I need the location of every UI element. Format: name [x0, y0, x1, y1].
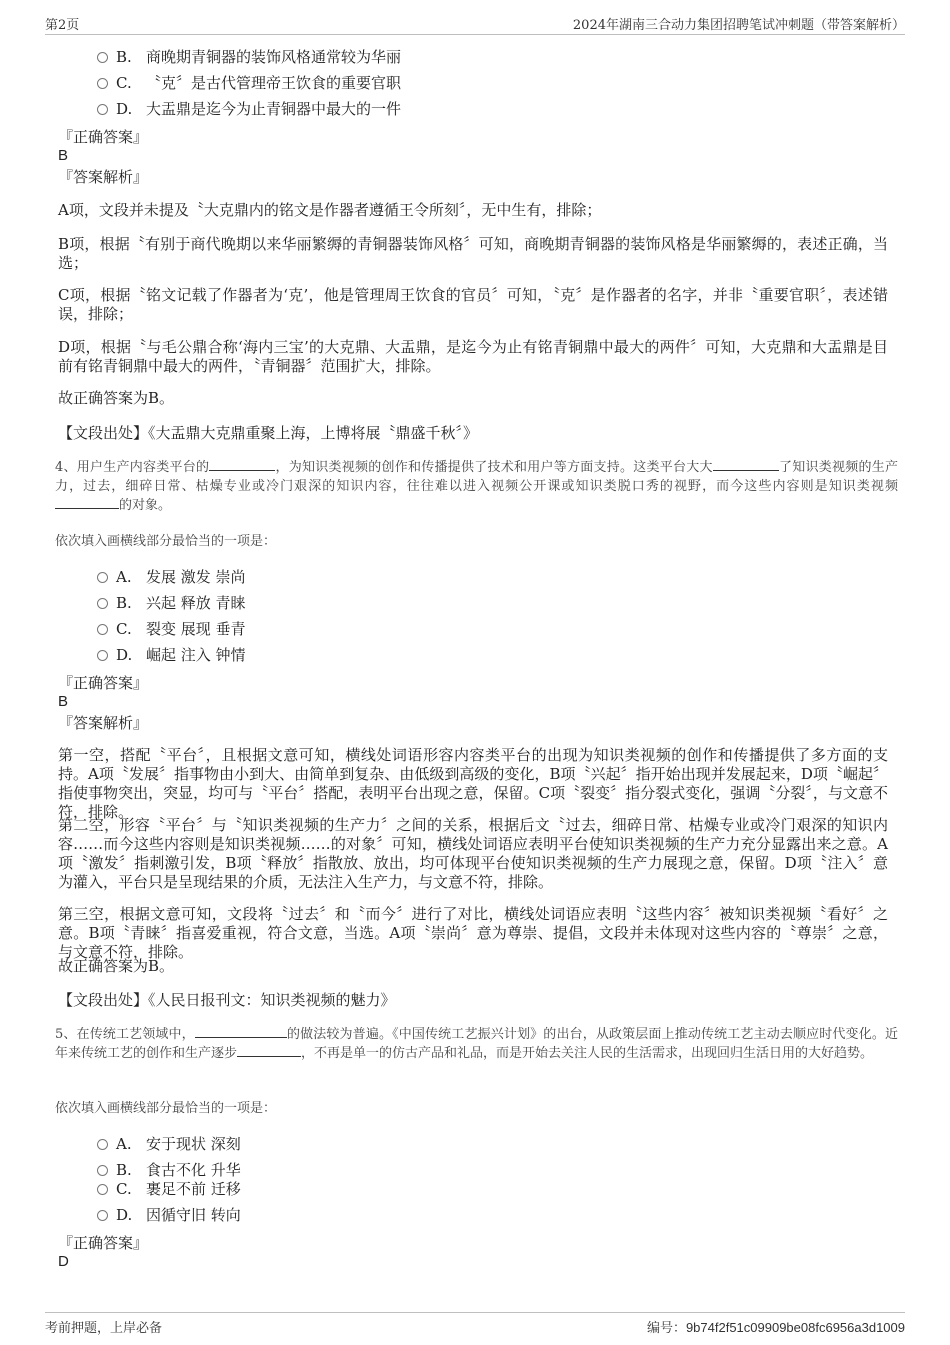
q4-analysis-blank1: 第一空，搭配〝平台〞，且根据文意可知，横线处词语形容内容类平台的出现为知识类视频的创作和传播提供了多方面的支持。A项〝发展〞指事物由小到大、由简单到复杂、由低级到高级的变化，B项〝兴起〞指开始出现并发展起来，D项〝崛起〞指使事物突出，突显，均可与〝平台〞搭配，表明平台出现之意，保留。C项〝裂变〞指分裂式变化，强调〝分裂〞，与文意不符，排除。 [58, 746, 888, 821]
q5-prompt: 依次填入画横线部分最恰当的一项是： [55, 1101, 277, 1116]
blank-line [237, 1044, 301, 1057]
q3-answer-label: 『正确答案』 [58, 128, 149, 146]
q3-answer: B [58, 147, 69, 164]
q4-conclusion: 故正确答案为B。 [58, 957, 175, 975]
q3-analysis-c: C项，根据〝铭文记载了作器者为‘克’，他是管理周王饮食的官员〞可知，〝克〞是作器者的名字，并非〝重要官职〞，表述错误，排除； [58, 286, 888, 323]
document-title: 2024年湖南三合动力集团招聘笔试冲刺题（带答案解析） [572, 18, 905, 33]
q4-option-c[interactable]: C. 裂变 展现 垂青 [97, 619, 246, 639]
q4-analysis-blank3: 第三空，根据文意可知，文段将〝过去〞和〝而今〞进行了对比，横线处词语应表明〝这些内容〞被知识类视频〝看好〞之意。B项〝青睐〞指喜爱重视，符合文意，当选。A项〝崇尚〞意为尊崇、提倡，文段并未体现对这些内容的〝尊崇〞之意，与文意不符，排除。 [58, 905, 888, 961]
q3-analysis-a: A项，文段并未提及〝大克鼎内的铭文是作器者遵循王令所刻〞，无中生有，排除； [58, 201, 602, 219]
q5-option-d[interactable]: D. 因循守旧 转向 [97, 1205, 241, 1225]
blank-line [209, 458, 275, 471]
page-header [45, 14, 905, 35]
radio-icon[interactable] [97, 78, 108, 89]
q3-analysis-d: D项，根据〝与毛公鼎合称‘海内三宝’的大克鼎、大盂鼎，是迄今为止有铭青铜鼎中最大的两件〞可知，大克鼎和大盂鼎是目前有铭青铜鼎中最大的两件，〝青铜器〞范围扩大，排除。 [58, 338, 888, 375]
radio-icon[interactable] [97, 1210, 108, 1221]
q3-analysis-b: B项，根据〝有别于商代晚期以来华丽繁缛的青铜器装饰风格〞可知，商晚期青铜器的装饰风格是华丽繁缛的，表述正确，当选； [58, 235, 888, 272]
q3-source: 【文段出处】《大盂鼎大克鼎重聚上海，上博将展〝鼎盛千秋〞》 [58, 424, 479, 442]
q4-option-b[interactable]: B. 兴起 释放 青睐 [97, 593, 246, 613]
radio-icon[interactable] [97, 104, 108, 115]
radio-icon[interactable] [97, 1139, 108, 1150]
q5-option-b[interactable]: B. 食古不化 升华 [97, 1160, 241, 1180]
radio-icon[interactable] [97, 52, 108, 63]
page-footer [45, 1312, 905, 1337]
radio-icon[interactable] [97, 624, 108, 635]
q4-stem: 4、用户生产内容类平台的 ，为知识类视频的创作和传播提供了技术和用户等方面支持。这类平台大大 了知识类视频的生产力，过去，细碎日常、枯燥专业或冷门艰深的知识内容，往往难以进入视频公开课或知识类脱口秀的视野，而今这些内容则是知识类视频的对象。 [55, 460, 898, 513]
radio-icon[interactable] [97, 598, 108, 609]
q4-prompt: 依次填入画横线部分最恰当的一项是： [55, 534, 277, 549]
radio-icon[interactable] [97, 650, 108, 661]
q5-option-a[interactable]: A. 安于现状 深刻 [97, 1134, 241, 1154]
q3-option-c[interactable]: C. 〝克〞是古代管理帝王饮食的重要官职 [97, 73, 401, 93]
q3-conclusion: 故正确答案为B。 [58, 389, 175, 407]
q5-answer-label: 『正确答案』 [58, 1234, 149, 1252]
q4-answer: B [58, 693, 69, 710]
blank-line [55, 496, 119, 509]
q4-analysis-label: 『答案解析』 [58, 714, 149, 732]
blank-line [713, 458, 779, 471]
blank-line [195, 1025, 287, 1038]
q4-option-a[interactable]: A. 发展 激发 崇尚 [97, 567, 246, 587]
q3-analysis-label: 『答案解析』 [58, 168, 149, 186]
radio-icon[interactable] [97, 572, 108, 583]
footer-slogan: 考前押题，上岸必备 [45, 1321, 163, 1336]
page-number: 第2页 [45, 18, 80, 33]
q5-option-c[interactable]: C. 裹足不前 迁移 [97, 1179, 241, 1199]
document-code: 编号：9b74f2f51c09909be08fc6956a3d1009 [646, 1320, 905, 1336]
q4-answer-label: 『正确答案』 [58, 674, 149, 692]
q5-answer: D [58, 1253, 69, 1270]
q4-source: 【文段出处】《人民日报刊文：知识类视频的魅力》 [58, 991, 396, 1009]
q4-option-d[interactable]: D. 崛起 注入 钟情 [97, 645, 246, 665]
radio-icon[interactable] [97, 1184, 108, 1195]
q3-option-d[interactable]: D. 大盂鼎是迄今为止青铜器中最大的一件 [97, 99, 401, 119]
q5-stem: 5、在传统工艺领域中， 的做法较为普遍。《中国传统工艺振兴计划》的出台，从政策层面上推动传统工艺主动去顺应时代变化。近年来传统工艺的创作和生产逐步 ，不再是单一的仿古产品和礼品，而是开始去关注人民的生活需求，出现回归生活日用的大好趋势。 [55, 1027, 898, 1061]
q3-option-b[interactable]: B. 商晚期青铜器的装饰风格通常较为华丽 [97, 47, 401, 67]
q4-analysis-blank2: 第二空，形容〝平台〞与〝知识类视频的生产力〞之间的关系，根据后文〝过去，细碎日常、枯燥专业或冷门艰深的知识内容……而今这些内容则是知识类视频……的对象〞可知，横线处词语应表明平台使知识类视频的生产力充分显露出来之意。A项〝激发〞指刺激引发，B项〝释放〞指散放、放出，均可体现平台使知识类视频的生产力展现之意，保留。D项〝注入〞意为灌入，平台只是呈现结果的介质，无法注入生产力，与文意不符，排除。 [58, 816, 888, 891]
radio-icon[interactable] [97, 1165, 108, 1176]
